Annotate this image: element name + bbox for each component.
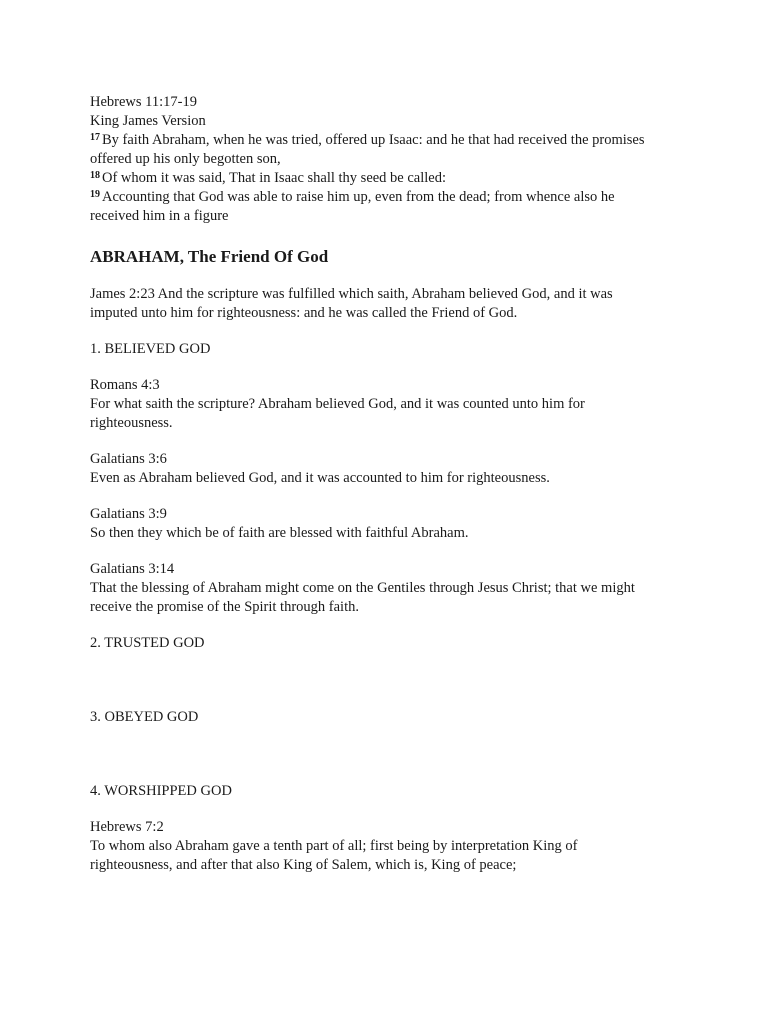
scripture-galatians-3-14 bbox=[90, 560, 690, 617]
scripture-reference: Galatians 3:6 bbox=[90, 451, 167, 467]
scripture-hebrews-7-2 bbox=[90, 818, 690, 875]
scripture-reference: Galatians 3:9 bbox=[90, 506, 167, 522]
verse-19 bbox=[90, 188, 690, 226]
scripture-text: That the blessing of Abraham might come on the Gentiles through Jesus Christ; that we might bbox=[90, 580, 635, 596]
verse-number: 19 bbox=[90, 189, 100, 200]
section-heading-trusted: 2. TRUSTED GOD bbox=[90, 635, 205, 651]
passage-text: imputed unto him for righteousness: and he was called the Friend of God. bbox=[90, 305, 518, 321]
scripture-reference: Hebrews 7:2 bbox=[90, 819, 164, 835]
verse-17 bbox=[90, 131, 690, 169]
bible-version: King James Version bbox=[90, 113, 206, 129]
scripture-text: receive the promise of the Spirit through faith. bbox=[90, 599, 359, 615]
verse-18 bbox=[90, 169, 690, 188]
scripture-text: Even as Abraham believed God, and it was accounted to him for righteousness. bbox=[90, 470, 550, 486]
scripture-text: For what saith the scripture? Abraham believed God, and it was counted unto him for bbox=[90, 396, 585, 412]
section-heading-obeyed: 3. OBEYED GOD bbox=[90, 709, 199, 725]
intro-passage bbox=[90, 93, 690, 226]
verse-number: 17 bbox=[90, 132, 100, 143]
scripture-text: So then they which be of faith are blessed with faithful Abraham. bbox=[90, 525, 469, 541]
scripture-text: righteousness. bbox=[90, 415, 173, 431]
scripture-romans-4-3 bbox=[90, 376, 690, 433]
verse-text: offered up his only begotten son, bbox=[90, 151, 281, 167]
document-page bbox=[90, 93, 690, 875]
scripture-galatians-3-6 bbox=[90, 450, 690, 488]
scripture-text: righteousness, and after that also King of Salem, which is, King of peace; bbox=[90, 857, 517, 873]
scripture-reference: Galatians 3:14 bbox=[90, 561, 175, 577]
section-heading-believed: 1. BELIEVED GOD bbox=[90, 341, 211, 357]
verse-text: By faith Abraham, when he was tried, offered up Isaac: and he that had received the promises bbox=[102, 132, 645, 148]
section-heading-worshipped: 4. WORSHIPPED GOD bbox=[90, 783, 232, 799]
verse-text: received him in a figure bbox=[90, 208, 229, 224]
scripture-text: To whom also Abraham gave a tenth part of all; first being by interpretation King of bbox=[90, 838, 578, 854]
verse-number: 18 bbox=[90, 170, 100, 181]
verse-text: Of whom it was said, That in Isaac shall thy seed be called: bbox=[102, 170, 447, 186]
passage-text: James 2:23 And the scripture was fulfilled which saith, Abraham believed God, and it was bbox=[90, 286, 613, 302]
scripture-reference: Romans 4:3 bbox=[90, 377, 160, 393]
passage-reference: Hebrews 11:17-19 bbox=[90, 94, 197, 110]
james-passage bbox=[90, 285, 690, 323]
scripture-galatians-3-9 bbox=[90, 505, 690, 543]
document-title: ABRAHAM, The Friend Of God bbox=[90, 247, 329, 266]
verse-text: Accounting that God was able to raise him up, even from the dead; from whence also he bbox=[102, 189, 615, 205]
